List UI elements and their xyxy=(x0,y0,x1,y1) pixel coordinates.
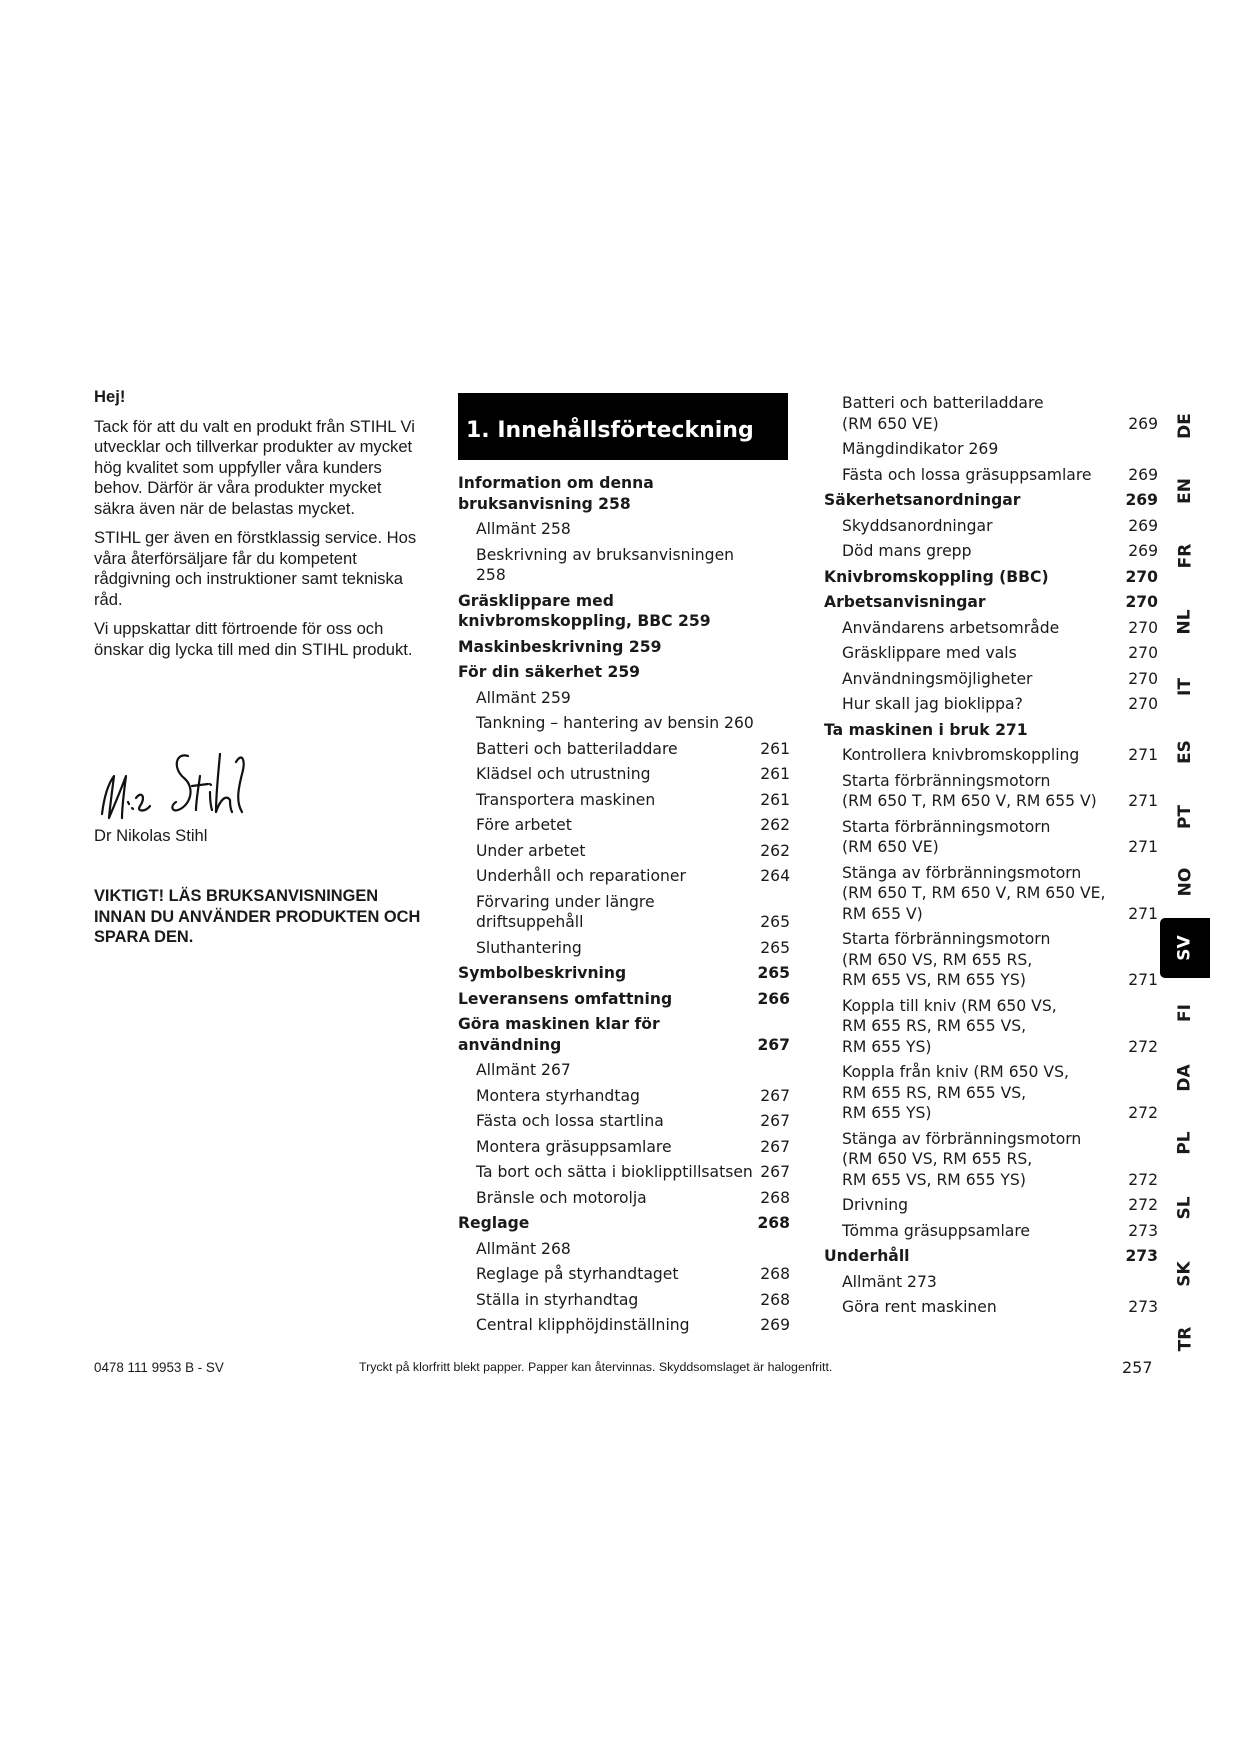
warning-text: VIKTIGT! LÄS BRUKSANVISNINGEN INNAN DU ANVÄNDER PRODUKTEN OCH SPARA DEN. xyxy=(94,887,421,946)
toc-entry xyxy=(824,439,1158,460)
language-tab-label: IT xyxy=(1174,677,1195,696)
toc-entry-title: Gräsklippare med vals xyxy=(842,644,1017,662)
toc-entry-title: Stänga av förbränningsmotorn (RM 650 VS, RM 655 RS, RM 655 VS, RM 655 YS) xyxy=(842,1129,1082,1189)
toc-entry-page: 272 xyxy=(1128,1170,1158,1189)
toc-entry-title: Ställa in styrhandtag xyxy=(476,1290,639,1309)
toc-entry-title: Under arbetet xyxy=(476,841,586,860)
toc-entry-page: 266 xyxy=(757,989,790,1008)
toc-entry-page: 268 xyxy=(757,1214,790,1232)
toc-entry-title: Säkerhetsanordningar xyxy=(824,491,1021,509)
toc-entry-title: Kontrollera knivbromskoppling xyxy=(842,746,1080,764)
toc-entry xyxy=(458,637,790,658)
toc-entry xyxy=(458,688,790,709)
language-tab-label: ES xyxy=(1174,740,1195,764)
toc-entry xyxy=(824,567,1158,588)
toc-entry-title: Användarens arbetsområde xyxy=(842,618,1060,637)
toc-entry-title: Allmänt 273 xyxy=(842,1272,937,1291)
toc-entry-title: Arbetsanvisningar xyxy=(824,593,986,611)
toc-entry-title: Göra maskinen klar för användning xyxy=(458,1015,660,1054)
toc-entry-page: 269 xyxy=(1125,491,1158,509)
toc-entry-title: Förvaring under längre driftsuppehåll xyxy=(476,892,655,931)
toc-entry-title: Ta maskinen i bruk 271 xyxy=(824,720,1028,739)
toc-entry-title: Bränsle och motorolja xyxy=(476,1188,647,1207)
toc-entry-page: 262 xyxy=(760,841,790,860)
toc-entry xyxy=(458,662,790,683)
toc-entry xyxy=(458,1264,790,1285)
toc-entry-page: 270 xyxy=(1128,618,1158,637)
toc-entry-page: 271 xyxy=(1128,792,1158,810)
toc-entry-page: 271 xyxy=(1128,838,1158,856)
toc-entry xyxy=(824,1272,1158,1293)
toc-entry-title: Reglage xyxy=(458,1214,530,1232)
toc-title: 1. Innehållsförteckning xyxy=(458,393,788,460)
print-note: Tryckt på klorfritt blekt papper. Papper kan återvinnas. Skyddsomslaget är halogenfritt. xyxy=(359,1360,833,1374)
toc-entry xyxy=(458,473,790,514)
toc-entry-page: 273 xyxy=(1125,1247,1158,1265)
toc-entry xyxy=(458,892,790,933)
toc-entry-title: Koppla till kniv (RM 650 VS, RM 655 RS, RM 655 VS, RM 655 YS) xyxy=(842,996,1057,1056)
toc-entry-title: Sluthantering xyxy=(476,938,582,957)
toc-entry xyxy=(824,516,1158,537)
language-tab-it xyxy=(1160,657,1210,717)
toc-entry-page: 267 xyxy=(760,1137,790,1156)
toc-entry-page: 267 xyxy=(760,1163,790,1181)
toc-entry-page: 268 xyxy=(760,1290,790,1309)
toc-entry xyxy=(824,541,1158,562)
toc-entry xyxy=(824,465,1158,486)
language-tab-da xyxy=(1160,1048,1210,1108)
language-tab-label: DA xyxy=(1175,1064,1195,1092)
toc-entry xyxy=(458,963,790,984)
toc-entry-title: Starta förbränningsmotorn (RM 650 T, RM 650 V, RM 655 V) xyxy=(842,771,1097,810)
language-tab-label: SK xyxy=(1174,1260,1195,1287)
toc-entry-page: 273 xyxy=(1128,1298,1158,1316)
toc-entry xyxy=(824,618,1158,639)
toc-entry-page: 270 xyxy=(1125,567,1158,586)
toc-entry-page: 270 xyxy=(1125,593,1158,611)
language-tab-fi xyxy=(1160,983,1210,1043)
toc-entry xyxy=(824,1062,1158,1124)
toc-entry-title: Montera gräsuppsamlare xyxy=(476,1137,672,1156)
toc-entry-title: Allmänt 258 xyxy=(476,520,571,538)
toc-entry xyxy=(458,1290,790,1311)
language-tab-label: DE xyxy=(1174,413,1195,439)
toc-entry xyxy=(824,929,1158,991)
toc-entry-title: Montera styrhandtag xyxy=(476,1086,640,1105)
language-tab-tr xyxy=(1160,1309,1210,1369)
toc-entry xyxy=(458,1086,790,1107)
toc-entry-title: Leveransens omfattning xyxy=(458,989,673,1008)
language-tab-label: FR xyxy=(1174,544,1195,569)
language-tab-sv xyxy=(1160,918,1210,978)
toc-entry-title: Mängdindikator 269 xyxy=(842,440,999,458)
toc-entry-page: 270 xyxy=(1128,695,1158,713)
language-tab-fr xyxy=(1160,526,1210,586)
toc-entry-page: 272 xyxy=(1128,1104,1158,1122)
toc-entry-title: Koppla från kniv (RM 650 VS, RM 655 RS, RM 655 VS, RM 655 YS) xyxy=(842,1063,1069,1122)
toc-entry-title: Allmänt 259 xyxy=(476,688,571,707)
toc-entry-page: 265 xyxy=(760,938,790,957)
toc-entry-title: Tankning – hantering av bensin 260 xyxy=(476,714,754,732)
toc-entry xyxy=(458,739,790,760)
toc-entry xyxy=(824,996,1158,1058)
intro-paragraph: STIHL ger även en förstklassig service. Hos våra återförsäljare får du kompetent rådgivning och instruktioner samt tekniska råd. xyxy=(94,528,417,609)
language-tab-sk xyxy=(1160,1244,1210,1304)
language-tab-de xyxy=(1160,396,1210,456)
language-tab-label: EN xyxy=(1175,478,1195,505)
toc-entry xyxy=(458,1239,790,1260)
toc-entry xyxy=(458,815,790,836)
toc-entry xyxy=(824,592,1158,613)
toc-entry xyxy=(824,490,1158,511)
toc-entry-title: Batteri och batteriladdare xyxy=(476,739,678,758)
language-tab-label: NL xyxy=(1175,609,1195,635)
toc-entry-page: 270 xyxy=(1128,669,1158,688)
toc-entry xyxy=(824,1129,1158,1191)
toc-entry-page: 261 xyxy=(760,739,790,758)
toc-entry xyxy=(824,771,1158,812)
toc-entry-page: 272 xyxy=(1128,1196,1158,1214)
toc-entry xyxy=(824,720,1158,741)
toc-entry-title: Underhåll och reparationer xyxy=(476,867,686,885)
toc-entry-page: 262 xyxy=(760,816,790,834)
toc-entry-title: Symbolbeskrivning xyxy=(458,964,627,982)
toc-entry xyxy=(824,643,1158,664)
language-tab-pt xyxy=(1160,787,1210,847)
toc-entry-title: Starta förbränningsmotorn (RM 650 VS, RM 655 RS, RM 655 VS, RM 655 YS) xyxy=(842,930,1051,989)
toc-entry-title: Fästa och lossa startlina xyxy=(476,1112,664,1130)
toc-entry xyxy=(458,938,790,959)
toc-entry-title: Ta bort och sätta i bioklipptillsatsen xyxy=(476,1163,753,1181)
toc-entry xyxy=(458,841,790,862)
language-tab-label: NO xyxy=(1175,868,1195,897)
toc-entry-page: 268 xyxy=(760,1188,790,1207)
page-number: 257 xyxy=(1122,1358,1153,1377)
toc-entry xyxy=(458,1188,790,1209)
toc-entry-title: Drivning xyxy=(842,1196,908,1214)
toc-entry xyxy=(458,1315,790,1336)
signature-image xyxy=(92,740,262,828)
toc-entry-page: 270 xyxy=(1128,644,1158,662)
toc-entry xyxy=(458,519,790,540)
toc-entry-title: Göra rent maskinen xyxy=(842,1298,997,1316)
toc-entry-page: 261 xyxy=(760,790,790,809)
toc-entry-page: 271 xyxy=(1128,746,1158,764)
toc-entry xyxy=(824,694,1158,715)
toc-entry-title: Död mans grepp xyxy=(842,542,972,560)
document-code: 0478 111 9953 B - SV xyxy=(94,1360,224,1375)
language-tab-nl xyxy=(1160,592,1210,652)
toc-entry-page: 273 xyxy=(1128,1221,1158,1240)
toc-entry xyxy=(458,790,790,811)
toc-entry xyxy=(458,1162,790,1183)
greeting: Hej! xyxy=(94,387,126,406)
toc-entry xyxy=(458,1014,790,1055)
toc-column-left xyxy=(458,473,790,1341)
toc-entry-page: 269 xyxy=(760,1316,790,1334)
toc-entry-title: Gräsklippare med knivbromskoppling, BBC 259 xyxy=(458,591,711,630)
toc-entry-title: För din säkerhet 259 xyxy=(458,663,641,681)
toc-entry-title: Klädsel och utrustning xyxy=(476,765,651,783)
toc-entry xyxy=(458,713,790,734)
language-tab-label: SV xyxy=(1175,934,1195,961)
toc-entry-page: 271 xyxy=(1128,904,1158,923)
toc-entry-page: 267 xyxy=(760,1086,790,1105)
language-tab-label: TR xyxy=(1175,1326,1195,1352)
toc-entry-page: 269 xyxy=(1128,414,1158,433)
toc-entry-title: Transportera maskinen xyxy=(476,790,656,809)
toc-entry-page: 267 xyxy=(760,1112,790,1130)
toc-entry-title: Skyddsanordningar xyxy=(842,516,993,535)
toc-entry-title: Före arbetet xyxy=(476,816,572,834)
toc-entry xyxy=(458,764,790,785)
toc-entry xyxy=(824,745,1158,766)
toc-entry xyxy=(824,393,1158,434)
toc-entry xyxy=(458,989,790,1010)
toc-entry-page: 264 xyxy=(760,867,790,885)
toc-entry xyxy=(458,1213,790,1234)
toc-entry-title: Underhåll xyxy=(824,1247,910,1265)
toc-entry xyxy=(824,817,1158,858)
intro-paragraph: Vi uppskattar ditt förtroende för oss och önskar dig lycka till med din STIHL produkt. xyxy=(94,619,413,659)
toc-entry-page: 271 xyxy=(1128,971,1158,989)
toc-entry xyxy=(824,863,1158,925)
toc-entry-title: Fästa och lossa gräsuppsamlare xyxy=(842,465,1092,484)
language-tab-en xyxy=(1160,461,1210,521)
language-tab-label: PL xyxy=(1174,1131,1195,1155)
toc-entry xyxy=(458,866,790,887)
intro-section xyxy=(94,387,424,669)
language-tab-no xyxy=(1160,852,1210,912)
toc-entry xyxy=(458,1060,790,1081)
toc-entry xyxy=(458,545,790,586)
toc-entry xyxy=(458,1111,790,1132)
toc-entry-title: Knivbromskoppling (BBC) xyxy=(824,567,1049,586)
toc-entry-title: Användningsmöjligheter xyxy=(842,669,1033,688)
language-tab-pl xyxy=(1160,1113,1210,1173)
toc-entry-title: Maskinbeskrivning 259 xyxy=(458,637,662,656)
toc-entry-title: Hur skall jag bioklippa? xyxy=(842,695,1023,713)
language-tab-label: FI xyxy=(1174,1003,1195,1022)
toc-entry xyxy=(458,1137,790,1158)
language-tab-sl xyxy=(1160,1178,1210,1238)
toc-entry xyxy=(824,1246,1158,1267)
toc-column-right xyxy=(824,393,1158,1323)
toc-entry-title: Central klipphöjdinställning xyxy=(476,1316,690,1334)
toc-entry xyxy=(824,669,1158,690)
toc-entry-title: Batteri och batteriladdare (RM 650 VE) xyxy=(842,394,1044,433)
toc-entry-page: 268 xyxy=(760,1265,790,1283)
toc-entry xyxy=(824,1297,1158,1318)
toc-entry-page: 269 xyxy=(1128,542,1158,560)
toc-entry-page: 267 xyxy=(757,1035,790,1054)
toc-entry-title: Starta förbränningsmotorn (RM 650 VE) xyxy=(842,817,1051,856)
language-tab-label: SL xyxy=(1174,1196,1195,1220)
language-tab-label: PT xyxy=(1175,805,1195,830)
toc-entry-title: Stänga av förbränningsmotorn (RM 650 T, RM 650 V, RM 650 VE, RM 655 V) xyxy=(842,863,1106,923)
intro-paragraph: Tack för att du valt en produkt från STIHL Vi utvecklar och tillverkar produkter av mycket hög kvalitet som uppfyller våra kunders behov. Därför är våra produkter mycket säkra även när de belastas mycket. xyxy=(94,416,415,518)
toc-entry-title: Information om denna bruksanvisning 258 xyxy=(458,474,654,513)
toc-entry-title: Beskrivning av bruksanvisningen 258 xyxy=(476,545,735,584)
toc-entry-page: 269 xyxy=(1128,516,1158,535)
toc-entry-page: 265 xyxy=(757,964,790,982)
toc-entry-title: Tömma gräsuppsamlare xyxy=(842,1221,1031,1240)
signer-name: Dr Nikolas Stihl xyxy=(94,826,208,845)
toc-entry-page: 265 xyxy=(760,913,790,931)
toc-entry xyxy=(824,1221,1158,1242)
toc-entry-title: Allmänt 267 xyxy=(476,1061,571,1079)
language-tab-es xyxy=(1160,722,1210,782)
toc-entry-title: Allmänt 268 xyxy=(476,1239,571,1258)
toc-entry-page: 269 xyxy=(1128,465,1158,484)
toc-entry xyxy=(824,1195,1158,1216)
toc-entry-title: Reglage på styrhandtaget xyxy=(476,1265,679,1283)
toc-entry-page: 261 xyxy=(760,765,790,783)
toc-entry-page: 272 xyxy=(1128,1037,1158,1056)
toc-entry xyxy=(458,591,790,632)
